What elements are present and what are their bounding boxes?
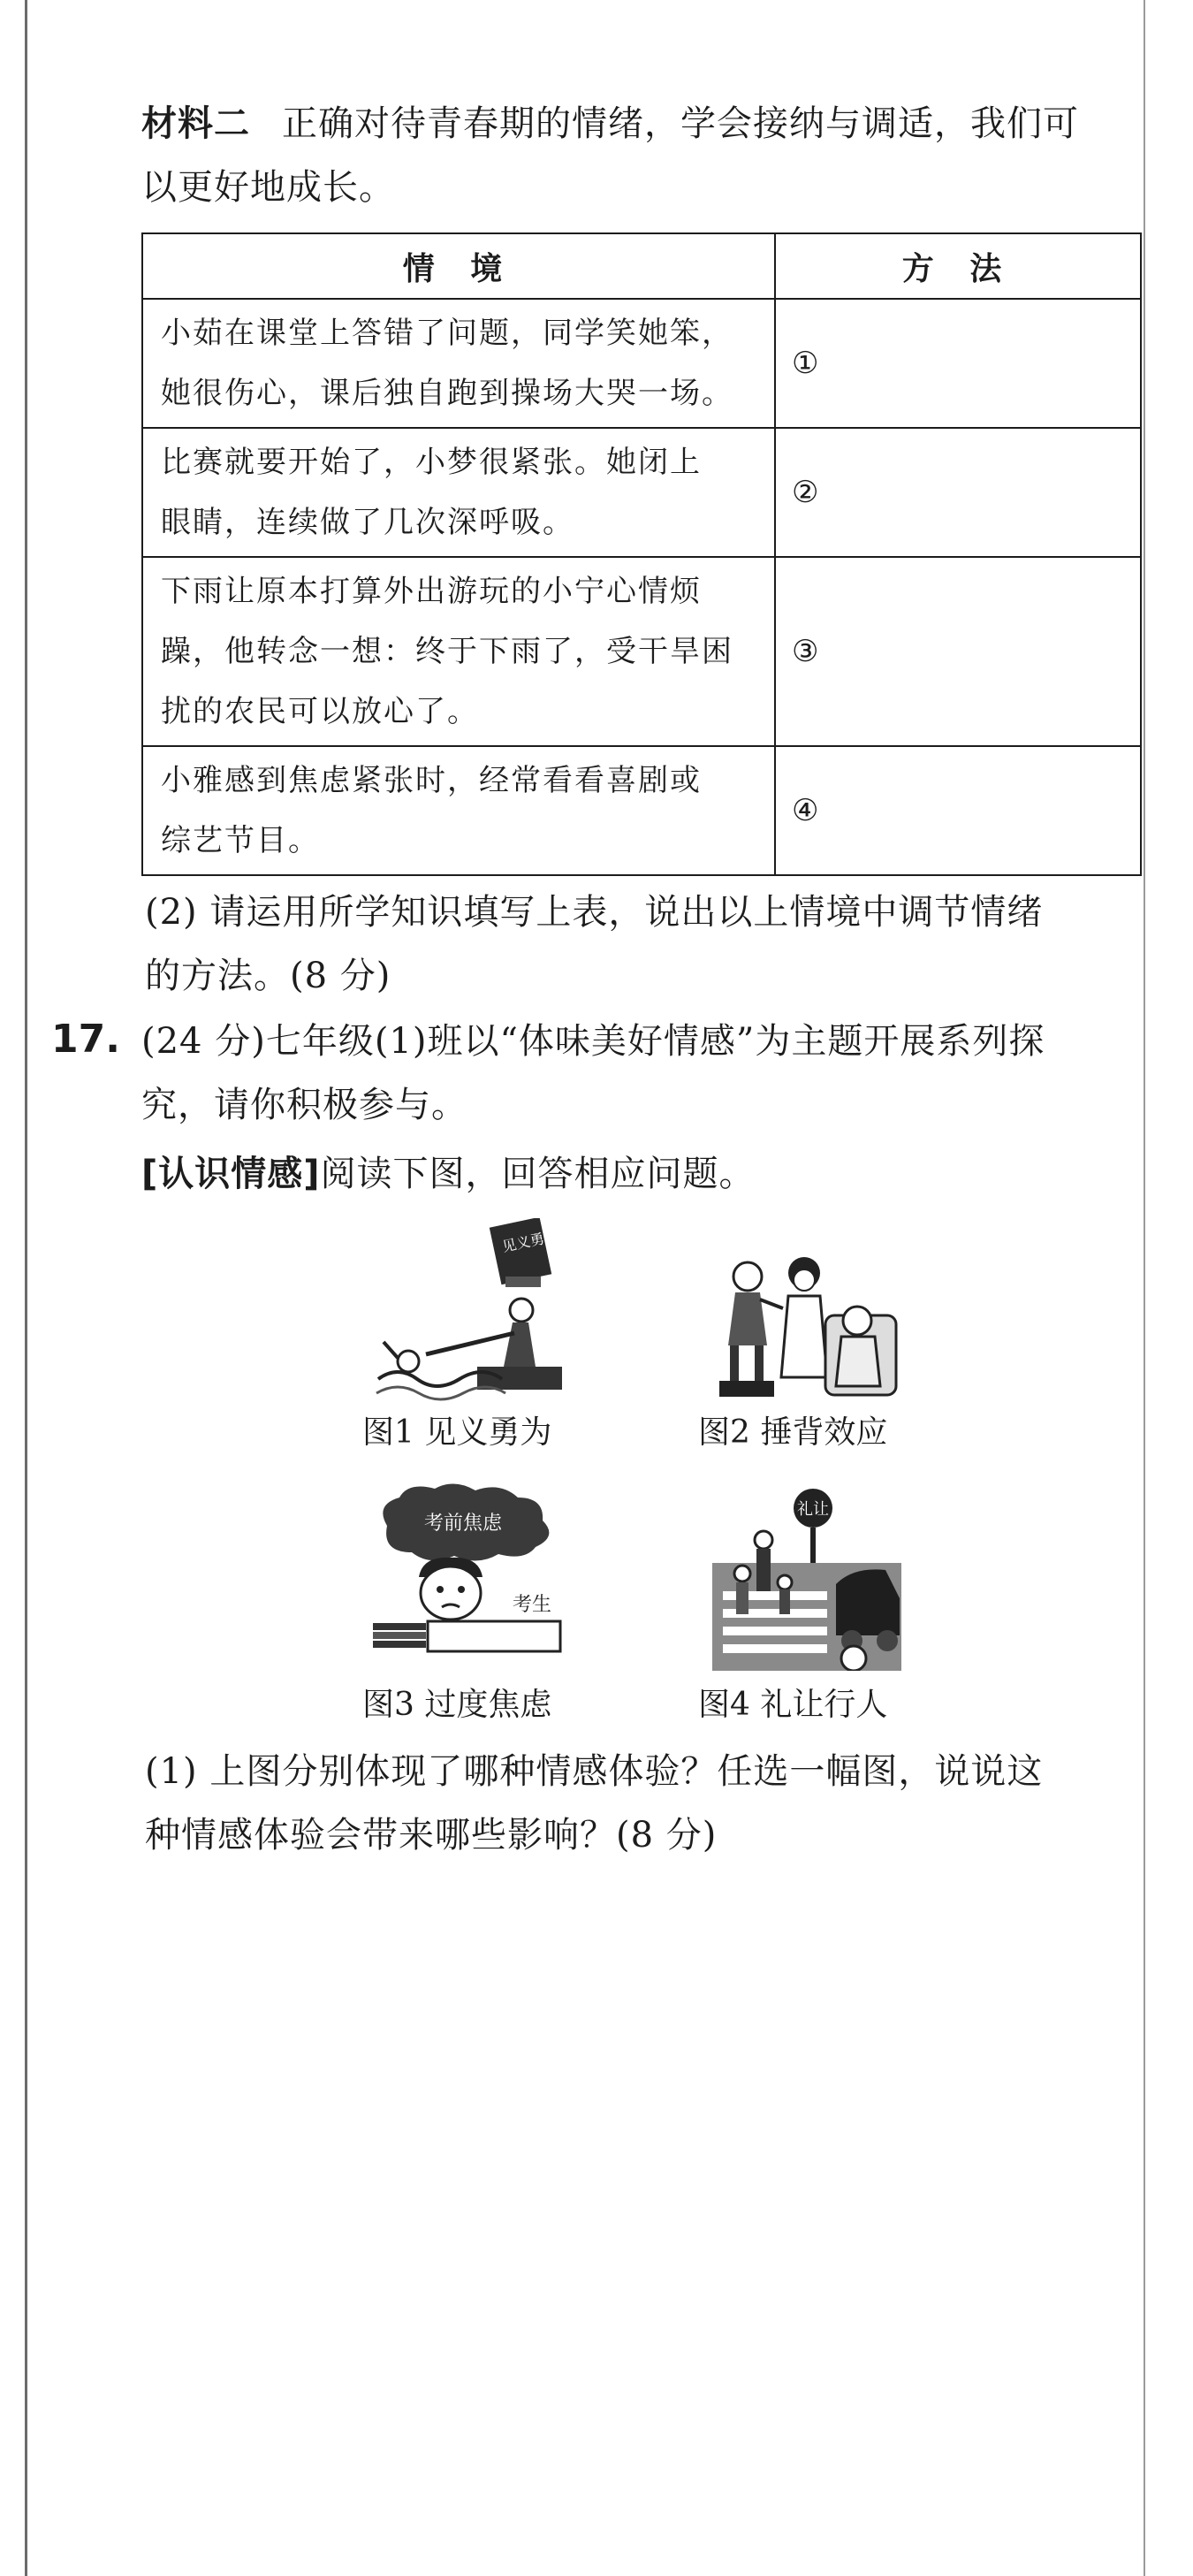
cloud-text: 考前焦虑 [424,1513,503,1535]
situation-line: 小雅感到焦虑紧张时，经常看看喜剧或 [161,763,702,798]
section-text: 阅读下图，回答相应问题。 [320,1154,756,1194]
situation-cell [142,299,775,428]
figure-2-back-patting-illustration [712,1254,905,1411]
material2-line1 [141,92,1140,156]
situation-line: 下雨让原本打算外出游玩的小宁心情烦 [161,574,702,609]
q17-line1: (24 分)七年级(1)班以“体味美好情感”为主题开展系列探 [141,1021,1045,1062]
q16-part2-line2: 的方法。(8 分) [145,956,391,996]
figure-2-caption: 图2 捶背效应 [698,1414,888,1451]
figure-4-caption: 图4 礼让行人 [698,1687,888,1723]
section-tag: [认识情感] [141,1154,321,1194]
car [836,1569,900,1635]
situation-line: 综艺节目。 [161,823,320,858]
material2-label: 材料二 [141,103,250,144]
situation-cell [142,428,775,557]
table-row [142,557,1141,746]
page-margin-rule-right [1144,0,1145,2576]
candidate-tag: 考生 [513,1594,552,1616]
situation-line: 扰的农民可以放心了。 [161,694,479,729]
figure-4-yield-pedestrians-illustration [712,1485,901,1671]
q16-part2-line1: (2) 请运用所学知识填写上表，说出以上情境中调节情绪 [145,892,1044,933]
table-row [142,428,1141,557]
q17-line2: 究，请你积极参与。 [141,1085,467,1125]
figure-3-caption: 图3 过度焦虑 [362,1687,552,1723]
material2-text: 正确对待青春期的情绪，学会接纳与调适，我们可 [282,103,1079,144]
q17-part1-line2: 种情感体验会带来哪些影响？(8 分) [145,1815,718,1856]
figure-3-exam-anxiety-illustration [369,1482,566,1655]
question-number: 17. [51,1017,120,1062]
figure-1-rescue-illustration [371,1218,566,1406]
situation-line: 她很伤心，课后独自跑到操场大哭一场。 [161,376,733,411]
table-header-method: 方 法 [775,233,1141,299]
table-row [142,299,1141,428]
method-cell: ② [775,428,1141,557]
method-cell: ① [775,299,1141,428]
sign-text: 礼让 [797,1500,829,1519]
method-cell: ④ [775,746,1141,875]
figure-1-caption: 图1 见义勇为 [362,1414,552,1451]
situation-line: 小茹在课堂上答错了问题，同学笑她笨， [161,316,733,351]
emotion-table [141,232,1142,876]
situation-line: 躁，他转念一想：终于下雨了，受干旱困 [161,634,733,669]
table-header-row [142,233,1141,299]
table-row [142,746,1141,875]
situation-line: 眼睛，连续做了几次深呼吸。 [161,505,574,540]
section-heading [141,1142,756,1206]
material2-line2: 以更好地成长。 [141,167,395,208]
situation-line: 比赛就要开始了，小梦很紧张。她闭上 [161,445,702,480]
sign-text: 见义勇为 [500,1227,560,1255]
page-margin-rule-left [25,0,27,2576]
situation-cell [142,557,775,746]
q17-part1-line1: (1) 上图分别体现了哪种情感体验？任选一幅图，说说这 [145,1751,1044,1792]
table-header-situation: 情 境 [142,233,775,299]
student-face [421,1566,481,1620]
rescue-pole [426,1333,514,1354]
method-cell: ③ [775,557,1141,746]
situation-cell [142,746,775,875]
